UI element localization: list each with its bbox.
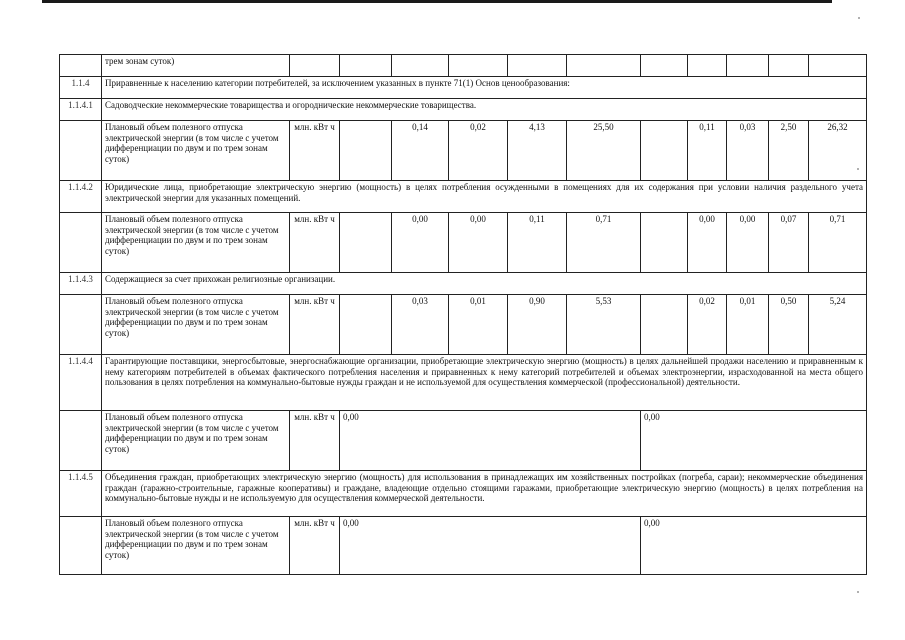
value-cell: 0,14 — [392, 121, 449, 181]
value-cell — [641, 121, 688, 181]
table-row — [60, 517, 867, 575]
value-cell: 0,11 — [508, 213, 567, 273]
value-cell: 0,03 — [392, 295, 449, 355]
value-cell: 0,50 — [769, 295, 809, 355]
value-cell: 0,00 — [392, 213, 449, 273]
value-cell — [641, 213, 688, 273]
value-cell: 0,03 — [727, 121, 769, 181]
scan-speck — [857, 591, 859, 593]
section-number: 1.1.4.2 — [60, 181, 102, 213]
value-cell: 0,71 — [567, 213, 641, 273]
value-cell: 0,02 — [449, 121, 508, 181]
section-header-row — [60, 273, 867, 295]
unit-cell: млн. кВт ч — [290, 295, 340, 355]
section-header-row — [60, 77, 867, 99]
row-label: трем зонам суток) — [102, 55, 290, 77]
plan-volume-label: Плановый объем полезного отпуска электрической энергии (в том числе с учетом дифференциации по двум и по трем зонам суток) — [102, 517, 290, 575]
merged-value-cell: 0,00 — [641, 411, 867, 471]
section-title: Садоводческие некоммерческие товарищества и огороднические некоммерческие товарищества. — [102, 99, 867, 121]
value-cell: 0,00 — [727, 213, 769, 273]
unit-cell: млн. кВт ч — [290, 411, 340, 471]
value-cell: 0,07 — [769, 213, 809, 273]
plan-volume-label: Плановый объем полезного отпуска электрической энергии (в том числе с учетом дифференциации по двум и по трем зонам суток) — [102, 295, 290, 355]
table-row — [60, 411, 867, 471]
unit-cell: млн. кВт ч — [290, 121, 340, 181]
tariff-table — [59, 54, 867, 575]
value-cell: 0,02 — [688, 295, 727, 355]
section-header-row — [60, 471, 867, 517]
section-title: Юридические лица, приобретающие электрическую энергию (мощность) в целях потребления осужденными в помещениях для их содержания при условии наличия раздельного учета электрической энергии для указанных помещений. — [102, 181, 867, 213]
plan-volume-label: Плановый объем полезного отпуска электрической энергии (в том числе с учетом дифференциации по двум и по трем зонам суток) — [102, 411, 290, 471]
value-cell — [641, 295, 688, 355]
value-cell: 0,00 — [688, 213, 727, 273]
value-cell: 5,53 — [567, 295, 641, 355]
section-number: 1.1.4.1 — [60, 99, 102, 121]
section-title: Содержащиеся за счет прихожан религиозные организации. — [102, 273, 867, 295]
value-cell: 0,01 — [449, 295, 508, 355]
value-cell: 2,50 — [769, 121, 809, 181]
section-number: 1.1.4.4 — [60, 355, 102, 411]
value-cell — [340, 121, 392, 181]
merged-value-cell: 0,00 — [340, 411, 641, 471]
value-cell: 0,00 — [449, 213, 508, 273]
value-cell: 25,50 — [567, 121, 641, 181]
section-title: Объединения граждан, приобретающих электрическую энергию (мощность) для использования в принадлежащих им хозяйственных постройках (погреба, сараи); некоммерческие объединения граждан (гаражно-строительные, гаражные кооперативы) и граждане, владеющие отдельно стоящими гаражами, приобретающие электрическую энергию (мощность) в целях потребления на коммунально-бытовые нужды и не используемую для осуществления коммерческой деятельности. — [102, 471, 867, 517]
row-number — [60, 55, 102, 77]
section-title: Приравненные к населению категории потребителей, за исключением указанных в пункте 71(1) Основ ценообразования: — [102, 77, 867, 99]
merged-value-cell: 0,00 — [641, 517, 867, 575]
value-cell: 0,90 — [508, 295, 567, 355]
section-number: 1.1.4.5 — [60, 471, 102, 517]
plan-volume-label: Плановый объем полезного отпуска электрической энергии (в том числе с учетом дифференциации по двум и по трем зонам суток) — [102, 213, 290, 273]
section-header-row — [60, 355, 867, 411]
value-cell: 5,24 — [809, 295, 867, 355]
value-cell: 26,32 — [809, 121, 867, 181]
value-cell: 0,11 — [688, 121, 727, 181]
section-header-row — [60, 181, 867, 213]
section-number: 1.1.4.3 — [60, 273, 102, 295]
scan-speck — [858, 17, 860, 19]
table-row — [60, 213, 867, 273]
table-row — [60, 55, 867, 77]
value-cell: 0,01 — [727, 295, 769, 355]
value-cell: 4,13 — [508, 121, 567, 181]
section-title: Гарантирующие поставщики, энергосбытовые, энергоснабжающие организации, приобретающие электрическую энергию (мощность) в целях дальнейшей продажи населению и приравненным к нему категориям потребителей в объемах фактического потребления населения и приравненных к нему категорий потребителей и объемах электроэнергии, израсходованной на места общего пользования в целях потребления на коммунально-бытовые нужды граждан и не используемой для осуществления коммерческой (профессиональной) деятельности. — [102, 355, 867, 411]
section-header-row — [60, 99, 867, 121]
table-row — [60, 121, 867, 181]
merged-value-cell: 0,00 — [340, 517, 641, 575]
unit-cell: млн. кВт ч — [290, 517, 340, 575]
plan-volume-label: Плановый объем полезного отпуска электрической энергии (в том числе с учетом дифференциации по двум и по трем зонам суток) — [102, 121, 290, 181]
value-cell: 0,71 — [809, 213, 867, 273]
value-cell — [340, 213, 392, 273]
value-cell — [340, 295, 392, 355]
table-row — [60, 295, 867, 355]
scan-top-border — [42, 0, 832, 3]
section-number: 1.1.4 — [60, 77, 102, 99]
unit-cell: млн. кВт ч — [290, 213, 340, 273]
